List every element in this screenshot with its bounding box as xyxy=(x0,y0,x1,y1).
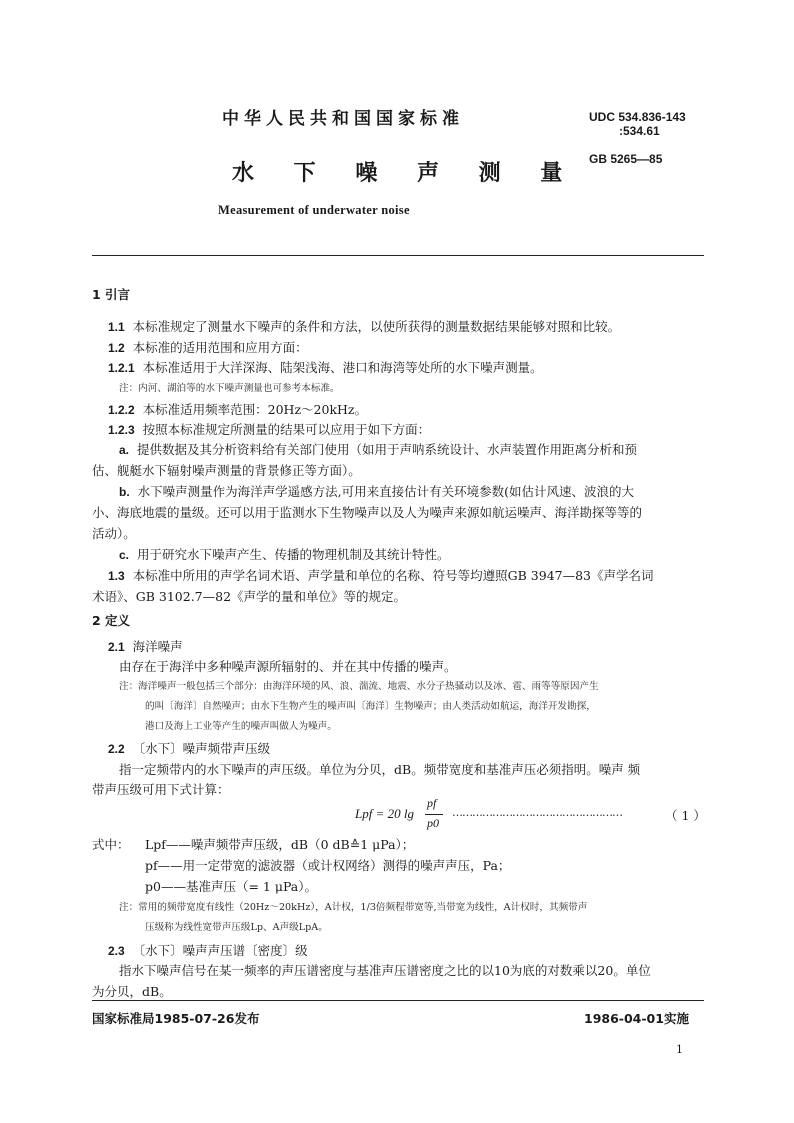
clause-2-2 xyxy=(108,739,270,757)
clause-text: 本标准适用于大洋深海、陆架浅海、港口和海湾等处所的水下噪声测量。 xyxy=(142,360,543,375)
where-pf: pf——用一定带宽的滤波器（或计权网络）测得的噪声声压，Pa； xyxy=(145,858,511,873)
clause-1-3 xyxy=(108,566,654,584)
where-p0: p0——基准声压（= 1 μPa）。 xyxy=(145,879,318,894)
definition-2-3-cont: 为分贝，dB。 xyxy=(92,984,172,999)
fraction-bar xyxy=(425,814,443,815)
clause-number: 1.2.2 xyxy=(108,403,135,417)
definition-2-3: 指水下噪声信号在某一频率的声压谱密度与基准声压谱密度之比的以10为底的对数乘以20。单位 xyxy=(119,963,651,978)
note-2: 注：海洋噪声一般包括三个部分：由海洋环境的风、浪、湍流、地震、水分子热骚动以及冰、雹、雨等等原因产生 xyxy=(119,681,599,692)
formula-leader: …………………………………………… xyxy=(452,806,622,819)
formula-number: （ 1 ） xyxy=(665,808,706,823)
note-3: 注：常用的频带宽度有线性（20Hz～20kHz），A计权，1/3倍频程带宽等,当带宽为线性，A计权时，其频带声 xyxy=(119,902,588,913)
clause-text: 本标准中所用的声学名词术语、声学量和单位的名称、符号等均遵照GB 3947—83《声学名词 xyxy=(132,568,654,583)
clause-1-2-3 xyxy=(108,420,430,438)
item-label: b. xyxy=(119,485,130,499)
definition-2-2-cont: 带声压级可用下式计算： xyxy=(92,782,230,797)
page-number: 1 xyxy=(676,1043,683,1056)
note-2-cont: 的叫〔海洋〕自然噪声；由水下生物产生的噪声叫〔海洋〕生物噪声；由人类活动如航运，海洋开发勘探， xyxy=(145,701,596,712)
header-divider xyxy=(92,255,704,256)
udc-code: UDC 534.836-143 xyxy=(589,110,686,124)
item-a-cont: 估、舰艇水下辐射噪声测量的背景修正等方面）。 xyxy=(92,463,361,478)
issue-date: 国家标准局1985-07-26发布 xyxy=(92,1011,260,1026)
clause-title: 〔水下〕噪声频带声压级 xyxy=(132,741,271,756)
clause-title: 海洋噪声 xyxy=(132,639,183,654)
item-label: c. xyxy=(119,548,130,562)
effective-date: 1986-04-01实施 xyxy=(584,1011,689,1026)
note-1: 注：内河、湖泊等的水下噪声测量也可参考本标准。 xyxy=(119,383,340,394)
formula-numerator: pf xyxy=(427,796,437,810)
clause-number: 2.3 xyxy=(108,944,125,958)
clause-2-3 xyxy=(108,941,308,959)
footer-divider xyxy=(92,1000,704,1001)
clause-number: 2.1 xyxy=(108,640,125,654)
clause-number: 1.3 xyxy=(108,569,125,583)
item-text: 提供数据及其分析资料给有关部门使用（如用于声呐系统设计、水声装置作用距离分析和预 xyxy=(136,442,637,457)
doc-title: 水 下 噪 声 测 量 xyxy=(232,161,579,186)
clause-number: 1.2 xyxy=(108,341,125,355)
clause-1-1 xyxy=(108,317,620,335)
item-label: a. xyxy=(119,443,130,457)
english-title: Measurement of underwater noise xyxy=(218,203,410,217)
item-c xyxy=(119,545,449,563)
item-b-cont2: 活动）。 xyxy=(92,526,136,541)
clause-text: 本标准的适用范围和应用方面： xyxy=(132,340,308,355)
clause-text: 按照本标准规定所测量的结果可以应用于如下方面： xyxy=(142,422,431,437)
clause-2-1 xyxy=(108,637,183,655)
clause-number: 1.1 xyxy=(108,320,125,334)
definition-2-2: 指一定频带内的水下噪声的声压级。单位为分贝，dB。频带宽度和基准声压必须指明。噪声 频 xyxy=(119,762,641,777)
clause-text: 本标准适用频率范围：20Hz～20kHz。 xyxy=(142,402,368,417)
item-text: 水下噪声测量作为海洋声学遥感方法,可用来直接估计有关环境参数(如估计风速、波浪的大 xyxy=(137,484,634,499)
formula-lhs: Lpf = 20 lg xyxy=(355,806,414,821)
note-3-cont: 压级称为线性宽带声压级Lp、A声级LpA。 xyxy=(145,922,328,933)
clause-text: 本标准规定了测量水下噪声的条件和方法，以使所获得的测量数据结果能够对照和比较。 xyxy=(132,319,621,334)
clause-1-3-cont: 术语》、GB 3102.7—82《声学的量和单位》等的规定。 xyxy=(92,589,407,604)
where-label: 式中： xyxy=(92,837,130,852)
gb-code: GB 5265—85 xyxy=(589,152,663,166)
clause-1-2-1 xyxy=(108,358,543,376)
section-2-heading: 2 定义 xyxy=(92,613,131,628)
clause-number: 1.2.3 xyxy=(108,423,135,437)
clause-title: 〔水下〕噪声声压谱〔密度〕级 xyxy=(132,943,308,958)
item-a xyxy=(119,440,637,458)
formula-denominator: p0 xyxy=(427,816,439,830)
definition-2-1: 由存在于海洋中多种噪声源所辐射的、并在其中传播的噪声。 xyxy=(119,659,457,674)
item-b-cont: 小、海底地震的量级。还可以用于监测水下生物噪声以及人为噪声来源如航运噪声、海洋勘探等等的 xyxy=(92,505,643,520)
where-lpf: Lpf——噪声频带声压级，dB（0 dB≙1 μPa）； xyxy=(145,837,415,852)
udc-code-cont: :534.61 xyxy=(619,124,660,138)
clause-number: 2.2 xyxy=(108,742,125,756)
section-1-heading: 1 引言 xyxy=(92,287,131,302)
clause-number: 1.2.1 xyxy=(108,361,135,375)
item-text: 用于研究水下噪声产生、传播的物理机制及其统计特性。 xyxy=(136,547,450,562)
standard-title: 中华人民共和国国家标准 xyxy=(222,109,464,129)
item-b xyxy=(119,482,634,500)
clause-1-2-2 xyxy=(108,400,367,418)
clause-1-2 xyxy=(108,338,308,356)
note-2-cont2: 港口及海上工业等产生的噪声叫做人为噪声。 xyxy=(145,721,337,732)
